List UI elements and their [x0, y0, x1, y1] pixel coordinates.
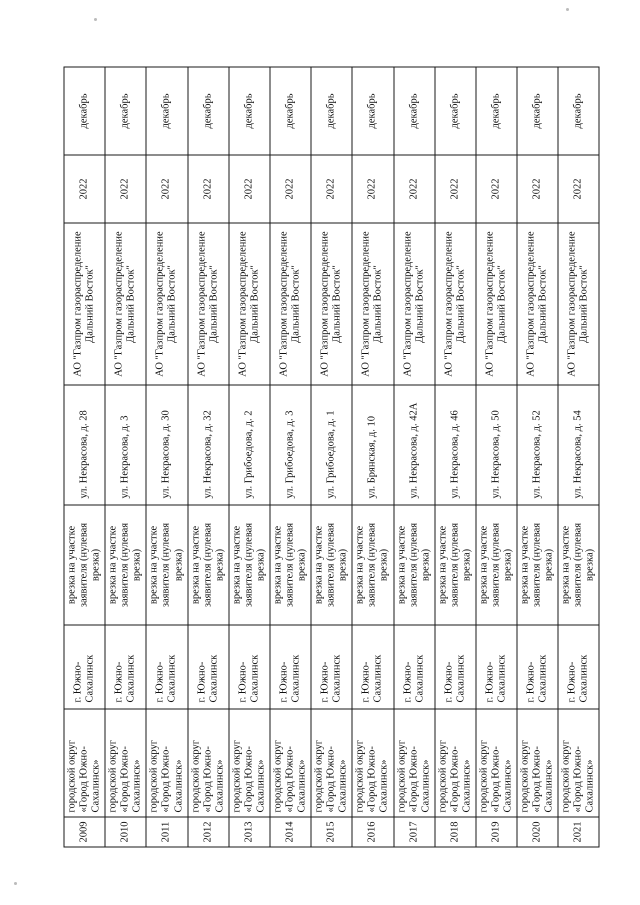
month-cell: декабрь [558, 67, 599, 155]
table-row [311, 67, 352, 847]
organization-cell: АО "Газпром газораспределение Дальний Восток" [105, 223, 146, 385]
table-row [269, 67, 310, 847]
row-number: 2014 [269, 817, 310, 847]
address-cell: ул. Некрасова, д. 52 [517, 385, 558, 505]
month-cell: декабрь [64, 67, 105, 155]
organization-cell: АО "Газпром газораспределение Дальний Восток" [269, 223, 310, 385]
address-cell: ул. Некрасова, д. 3 [105, 385, 146, 505]
row-number: 2018 [434, 817, 475, 847]
municipality-cell: городской округ «Город Южно-Сахалинск» [352, 709, 393, 817]
address-cell: ул. Некрасова, д. 42А [393, 385, 434, 505]
month-cell: декабрь [434, 67, 475, 155]
city-cell: г. Южно-Сахалинск [311, 625, 352, 709]
row-number: 2010 [105, 817, 146, 847]
month-cell: декабрь [146, 67, 187, 155]
city-cell: г. Южно-Сахалинск [187, 625, 228, 709]
work-type-cell: врезка на участке заявителя (нулевая врезка) [475, 505, 516, 625]
row-number: 2012 [187, 817, 228, 847]
year-cell: 2022 [228, 155, 269, 223]
month-cell: декабрь [105, 67, 146, 155]
table-row [64, 67, 105, 847]
work-type-cell: врезка на участке заявителя (нулевая врезка) [517, 505, 558, 625]
month-cell: декабрь [393, 67, 434, 155]
row-number: 2020 [517, 817, 558, 847]
city-cell: г. Южно-Сахалинск [228, 625, 269, 709]
table-row [393, 67, 434, 847]
municipality-cell: городской округ «Город Южно-Сахалинск» [517, 709, 558, 817]
organization-cell: АО "Газпром газораспределение Дальний Восток" [146, 223, 187, 385]
city-cell: г. Южно-Сахалинск [517, 625, 558, 709]
municipality-cell: городской округ «Город Южно-Сахалинск» [228, 709, 269, 817]
work-type-cell: врезка на участке заявителя (нулевая врезка) [64, 505, 105, 625]
row-number: 2017 [393, 817, 434, 847]
organization-cell: АО "Газпром газораспределение Дальний Восток" [187, 223, 228, 385]
row-number: 2009 [64, 817, 105, 847]
municipality-cell: городской округ «Город Южно-Сахалинск» [475, 709, 516, 817]
year-cell: 2022 [311, 155, 352, 223]
year-cell: 2022 [393, 155, 434, 223]
scan-dot [14, 882, 17, 885]
year-cell: 2022 [269, 155, 310, 223]
row-number: 2019 [475, 817, 516, 847]
table-row [475, 67, 516, 847]
table-row [105, 67, 146, 847]
municipality-cell: городской округ «Город Южно-Сахалинск» [146, 709, 187, 817]
address-cell: ул. Некрасова, д. 32 [187, 385, 228, 505]
organization-cell: АО "Газпром газораспределение Дальний Восток" [558, 223, 599, 385]
address-cell: ул. Брянская, д. 10 [352, 385, 393, 505]
address-cell: ул. Грибоедова, д. 2 [228, 385, 269, 505]
city-cell: г. Южно-Сахалинск [352, 625, 393, 709]
work-type-cell: врезка на участке заявителя (нулевая врезка) [146, 505, 187, 625]
municipality-cell: городской округ «Город Южно-Сахалинск» [64, 709, 105, 817]
table-body [64, 67, 599, 847]
municipality-cell: городской округ «Город Южно-Сахалинск» [269, 709, 310, 817]
year-cell: 2022 [558, 155, 599, 223]
address-cell: ул. Некрасова, д. 54 [558, 385, 599, 505]
month-cell: декабрь [187, 67, 228, 155]
municipality-cell: городской округ «Город Южно-Сахалинск» [434, 709, 475, 817]
table-row [434, 67, 475, 847]
work-type-cell: врезка на участке заявителя (нулевая врезка) [434, 505, 475, 625]
municipality-cell: городской округ «Город Южно-Сахалинск» [187, 709, 228, 817]
city-cell: г. Южно-Сахалинск [146, 625, 187, 709]
organization-cell: АО "Газпром газораспределение Дальний Восток" [64, 223, 105, 385]
year-cell: 2022 [352, 155, 393, 223]
municipality-cell: городской округ «Город Южно-Сахалинск» [105, 709, 146, 817]
row-number: 2015 [311, 817, 352, 847]
city-cell: г. Южно-Сахалинск [434, 625, 475, 709]
city-cell: г. Южно-Сахалинск [269, 625, 310, 709]
scan-dot [566, 8, 569, 11]
city-cell: г. Южно-Сахалинск [105, 625, 146, 709]
table-row [558, 67, 599, 847]
work-type-cell: врезка на участке заявителя (нулевая врезка) [105, 505, 146, 625]
year-cell: 2022 [105, 155, 146, 223]
organization-cell: АО "Газпром газораспределение Дальний Восток" [475, 223, 516, 385]
row-number: 2021 [558, 817, 599, 847]
work-type-cell: врезка на участке заявителя (нулевая врезка) [558, 505, 599, 625]
work-type-cell: врезка на участке заявителя (нулевая врезка) [187, 505, 228, 625]
city-cell: г. Южно-Сахалинск [475, 625, 516, 709]
table-row [187, 67, 228, 847]
municipality-cell: городской округ «Город Южно-Сахалинск» [393, 709, 434, 817]
city-cell: г. Южно-Сахалинск [393, 625, 434, 709]
row-number: 2013 [228, 817, 269, 847]
scan-dot [94, 18, 97, 21]
city-cell: г. Южно-Сахалинск [558, 625, 599, 709]
rotated-table-frame [63, 67, 596, 847]
year-cell: 2022 [475, 155, 516, 223]
organization-cell: АО "Газпром газораспределение Дальний Восток" [434, 223, 475, 385]
month-cell: декабрь [517, 67, 558, 155]
address-cell: ул. Некрасова, д. 50 [475, 385, 516, 505]
address-cell: ул. Грибоедова, д. 1 [311, 385, 352, 505]
month-cell: декабрь [269, 67, 310, 155]
row-number: 2016 [352, 817, 393, 847]
table-row [517, 67, 558, 847]
work-type-cell: врезка на участке заявителя (нулевая врезка) [352, 505, 393, 625]
gasification-schedule-table [63, 67, 596, 847]
year-cell: 2022 [434, 155, 475, 223]
table-row [228, 67, 269, 847]
organization-cell: АО "Газпром газораспределение Дальний Восток" [311, 223, 352, 385]
month-cell: декабрь [475, 67, 516, 155]
organization-cell: АО "Газпром газораспределение Дальний Восток" [517, 223, 558, 385]
table-row [146, 67, 187, 847]
address-cell: ул. Некрасова, д. 30 [146, 385, 187, 505]
year-cell: 2022 [64, 155, 105, 223]
row-number: 2011 [146, 817, 187, 847]
organization-cell: АО "Газпром газораспределение Дальний Восток" [228, 223, 269, 385]
municipality-cell: городской округ «Город Южно-Сахалинск» [311, 709, 352, 817]
work-type-cell: врезка на участке заявителя (нулевая врезка) [228, 505, 269, 625]
organization-cell: АО "Газпром газораспределение Дальний Восток" [352, 223, 393, 385]
month-cell: декабрь [228, 67, 269, 155]
address-cell: ул. Некрасова, д. 46 [434, 385, 475, 505]
schedule-table [63, 66, 599, 847]
organization-cell: АО "Газпром газораспределение Дальний Восток" [393, 223, 434, 385]
work-type-cell: врезка на участке заявителя (нулевая врезка) [393, 505, 434, 625]
city-cell: г. Южно-Сахалинск [64, 625, 105, 709]
month-cell: декабрь [311, 67, 352, 155]
month-cell: декабрь [352, 67, 393, 155]
municipality-cell: городской округ «Город Южно-Сахалинск» [558, 709, 599, 817]
address-cell: ул. Грибоедова, д. 3 [269, 385, 310, 505]
year-cell: 2022 [146, 155, 187, 223]
year-cell: 2022 [187, 155, 228, 223]
year-cell: 2022 [517, 155, 558, 223]
address-cell: ул. Некрасова, д. 28 [64, 385, 105, 505]
table-row [352, 67, 393, 847]
work-type-cell: врезка на участке заявителя (нулевая врезка) [269, 505, 310, 625]
work-type-cell: врезка на участке заявителя (нулевая врезка) [311, 505, 352, 625]
